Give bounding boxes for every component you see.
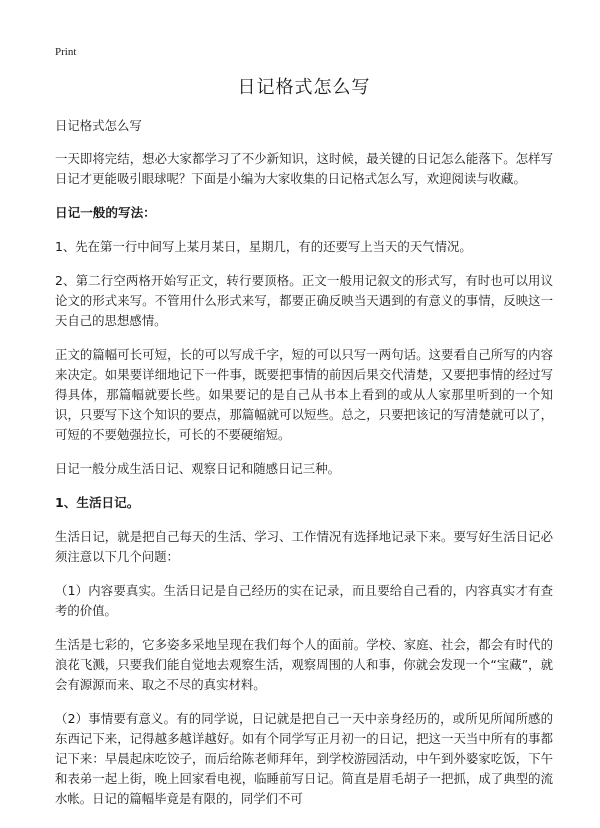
section-heading-life-diary: 1、生活日记。	[55, 495, 140, 510]
page-title: 日记格式怎么写	[237, 77, 371, 98]
document-page	[55, 44, 553, 823]
paragraph-life-diary: 生活日记，就是把自己每天的生活、学习、工作情况有选择地记录下来。要写好生活日记必须注意以下几个问题：	[55, 529, 553, 564]
paragraph-colorful-life: 生活是七彩的，它多姿多采地呈现在我们每个人的面前。学校、家庭、社会，都会有时代的浪花飞溅，只要我们能自觉地去观察生活，观察周围的人和事，你就会发现一个“宝藏”，就会有源源而来、取之不尽的真实材料。	[55, 637, 553, 692]
paragraph-length: 正文的篇幅可长可短，长的可以写成千字，短的可以只写一两句话。这要看自己所写的内容来决定。如果要详细地记下一件事，既要把事情的前因后果交代清楚，又要把事情的经过写得具体，那篇幅就要长些。如果要记的是自己从书本上看到的或从人家那里听到的一个知识，只要写下这个知识的要点，那篇幅就可以短些。总之，只要把该记的写清楚就可以了，可短的不要勉强拉长，可长的不要硬缩短。	[55, 347, 553, 442]
paragraph-step-2: 2、第二行空两格开始写正文，转行要顶格。正文一般用记叙文的形式写，有时也可以用议论文的形式来写。不管用什么形式来写，都要正确反映当天遇到的有意义的事情，反映这一天自己的思想感情。	[55, 273, 553, 328]
paragraph-point-2: （2）事情要有意义。有的同学说，日记就是把自己一天中亲身经历的，或所见所闻所感的东西记下来，记得越多越详越好。如有个同学写正月初一的日记，把这一天当中所有的事都记下来：早晨起床吃饺子，而后给陈老师拜年，到学校游园活动，中午到外婆家吃饭，下午和表弟一起上街，晚上回家看电视，临睡前写日记。简直是眉毛胡子一把抓，成了典型的流水帐。日记的篇幅毕竟是有限的，同学们不可	[55, 711, 553, 806]
paragraph-step-1: 1、先在第一行中间写上某月某日，星期几，有的还要写上当天的天气情况。	[55, 239, 472, 254]
article-subtitle: 日记格式怎么写	[55, 118, 142, 133]
intro-paragraph: 一天即将完结，想必大家都学习了不少新知识，这时候，最关键的日记怎么能落下。怎样写日记才更能吸引眼球呢？下面是小编为大家收集的日记格式怎么写，欢迎阅读与收藏。	[55, 151, 553, 186]
paragraph-point-1: （1）内容要真实。生活日记是自己经历的实在记录，而且要给自己看的，内容真实才有查考的价值。	[55, 583, 553, 618]
print-label: Print	[55, 46, 77, 58]
section-heading-general-method: 日记一般的写法：	[55, 205, 156, 220]
paragraph-types: 日记一般分成生活日记、观察日记和随感日记三种。	[55, 461, 340, 476]
